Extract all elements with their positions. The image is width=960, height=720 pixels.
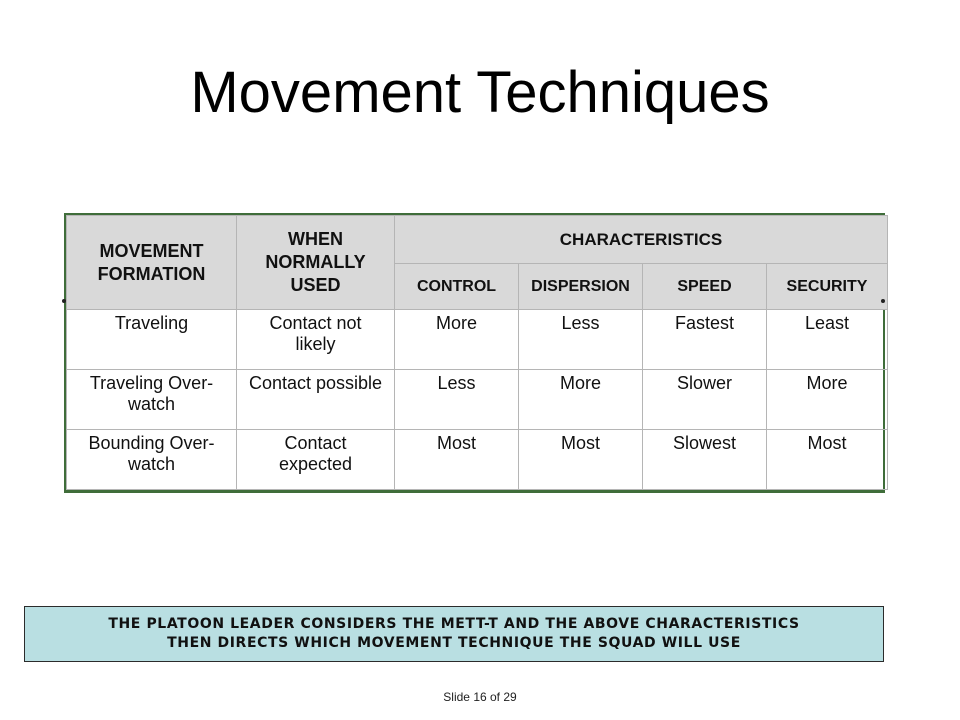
header-control: CONTROL <box>395 264 519 310</box>
cell-security: Least <box>767 310 888 370</box>
note-line-2: THEN DIRECTS WHICH MOVEMENT TECHNIQUE THE SQUAD WILL USE <box>167 635 741 651</box>
slide-number: Slide 16 of 29 <box>443 690 517 704</box>
cell-control: Less <box>395 370 519 430</box>
header-characteristics: CHARACTERISTICS <box>395 216 888 264</box>
cell-security: Most <box>767 430 888 490</box>
cell-dispersion: More <box>519 370 643 430</box>
cell-when-used: Contact possible <box>237 370 395 430</box>
note-line-1: THE PLATOON LEADER CONSIDERS THE METT-T AND THE ABOVE CHARACTERISTICS <box>108 616 800 632</box>
header-security: SECURITY <box>767 264 888 310</box>
cell-speed: Slower <box>643 370 767 430</box>
bullet-dot-left <box>62 299 66 303</box>
table-row <box>67 370 888 430</box>
cell-speed: Slowest <box>643 430 767 490</box>
cell-when-used: Contact not likely <box>237 310 395 370</box>
note-callout <box>24 606 884 662</box>
header-dispersion: DISPERSION <box>519 264 643 310</box>
header-movement-formation: MOVEMENT FORMATION <box>67 216 237 310</box>
cell-dispersion: Most <box>519 430 643 490</box>
movement-techniques-table-frame <box>64 213 885 493</box>
cell-dispersion: Less <box>519 310 643 370</box>
cell-control: Most <box>395 430 519 490</box>
header-when-normally-used: WHEN NORMALLY USED <box>237 216 395 310</box>
cell-security: More <box>767 370 888 430</box>
slide-title: Movement Techniques <box>190 60 770 125</box>
bullet-dot-right <box>881 299 885 303</box>
table-row <box>67 430 888 490</box>
cell-control: More <box>395 310 519 370</box>
cell-formation: Traveling <box>67 310 237 370</box>
cell-speed: Fastest <box>643 310 767 370</box>
header-row-top <box>67 216 888 264</box>
cell-formation: Bounding Over-watch <box>67 430 237 490</box>
header-speed: SPEED <box>643 264 767 310</box>
cell-formation: Traveling Over-watch <box>67 370 237 430</box>
table-row <box>67 310 888 370</box>
cell-when-used: Contact expected <box>237 430 395 490</box>
movement-techniques-table <box>66 215 888 490</box>
